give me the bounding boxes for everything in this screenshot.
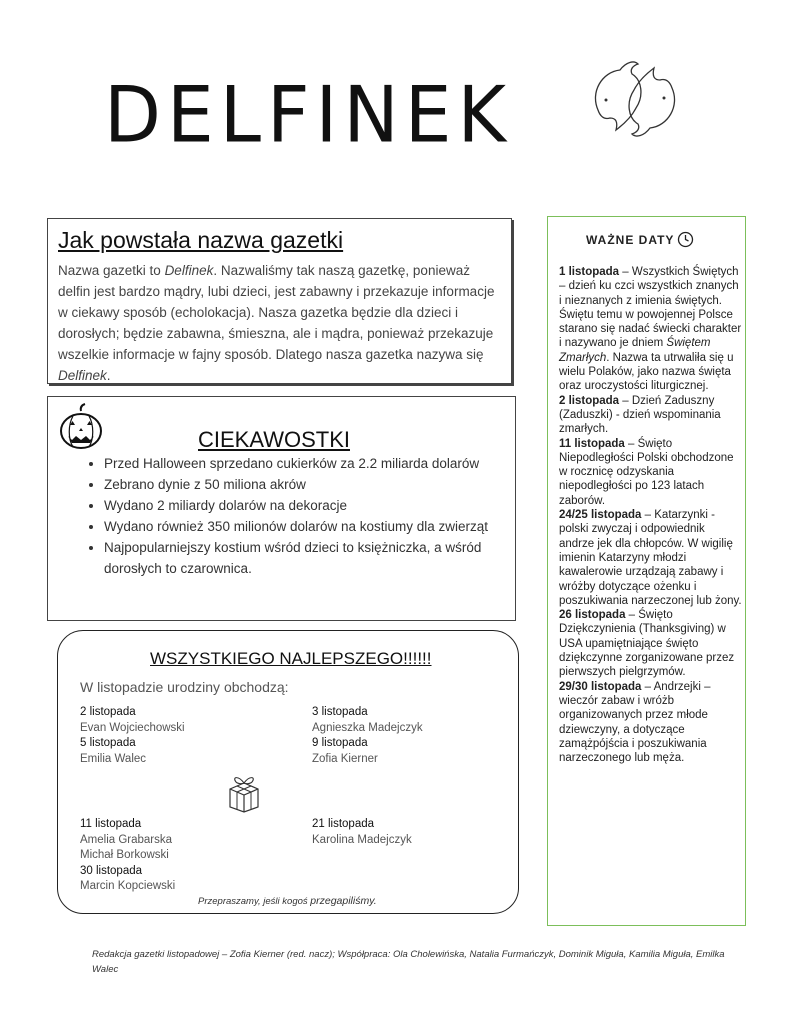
newsletter-title: DELFINEK — [104, 69, 512, 161]
birthday-date: 21 listopada — [312, 818, 375, 830]
birthday-name: Zofia Kierner — [312, 752, 378, 765]
list-item: 11 listopada – Święto Niepodległości Polski obchodzone w rocznicę odzyskania niepodległości po 123 latach zaborów. — [559, 437, 734, 507]
birthday-name: Agnieszka Madejczyk — [312, 721, 423, 734]
birthdays-heading: WSZYSTKIEGO NAJLEPSZEGO!!!!!! — [150, 649, 432, 668]
list-item: 24/25 listopada – Katarzynki - polski zwyczaj i odpowiednik andrze jek dla chłopców. W wigilię imienin Katarzyny młodzi kawalerowie urządzają zabawy i wróżby dotyczące ożenku i poszukiwania narzeczonej lub żony. — [559, 509, 742, 607]
facts-article — [47, 396, 516, 621]
dolphins-icon — [580, 48, 690, 148]
dates-list — [559, 265, 742, 765]
list-item: 29/30 listopada – Andrzejki – wieczór zabaw i wróżb organizowanych przez młode dziewczyny, a dotyczące zamążpójścia i poszukiwania narzeczonego lub męża. — [559, 680, 711, 765]
birthday-name: Karolina Madejczyk — [312, 833, 412, 846]
editorial-footer: Redakcja gazetki listopadowej – Zofia Kierner (red. nacz); Współpraca: Ola Cholewińska, Natalia Furmańczyk, Dominik Miguła, Kamilia Miguła, Emilka Walec — [92, 949, 725, 975]
origin-text: Nazwa gazetki to Delfinek. Nazwaliśmy tak naszą gazetkę, ponieważ delfin jest bardzo mądry, lubi dzieci, jest zabawny i przekazuje informacje w ciekawy sposób (echolokacja). Nasza gazetka będzie dla dzieci i dorosłych; będzie zabawna, śmieszna, ale i mądra, ponieważ przekazuje wszelkie informacje w fajny sposób. Dlatego nasza gazetka nazywa się Delfinek. — [58, 263, 495, 383]
birthday-name: Amelia Grabarska — [80, 833, 173, 846]
important-dates-sidebar — [547, 216, 746, 926]
birthday-group-right-bottom — [312, 817, 412, 848]
origin-article — [47, 218, 512, 384]
facts-list — [78, 453, 504, 579]
birthday-date: 11 listopada — [80, 818, 142, 830]
birthday-date: 5 listopada — [80, 737, 136, 749]
list-item: • Wydano również 350 milionów dolarów na kostiumy dla zwierząt — [104, 516, 504, 537]
list-item: 2 listopada – Dzień Zaduszny (Zaduszki) - dzień wspominania zmarłych. — [559, 394, 721, 436]
list-item: • Wydano 2 miliardy dolarów na dekoracje — [104, 495, 504, 516]
origin-heading: Jak powstała nazwa gazetki — [58, 227, 344, 253]
birthday-name: Emilia Walec — [80, 752, 147, 765]
list-item: 1 listopada – Wszystkich Świętych – dzień ku czci wszystkich znanych i nieznanych z imienia świętych. Świętu temu w powojennej Polsce starano się nadać świecki charakter i nazywano je dniem Świętem Zmarłych. Nazwa ta utrwaliła się u wielu Polaków, jako nazwa święta oraz uroczystości liturgicznej. — [559, 266, 742, 393]
birthdays-intro: W listopadzie urodziny obchodzą: — [80, 679, 289, 695]
birthday-name: Evan Wojciechowski — [80, 721, 185, 734]
birthday-date: 3 listopada — [312, 706, 368, 718]
birthdays-box — [57, 630, 519, 914]
list-item: • Przed Halloween sprzedano cukierków za 2.2 miliarda dolarów — [104, 453, 504, 474]
list-item: 26 listopada – Święto Dziękczynienia (Thanksgiving) w USA upamiętniające święto dziękczynne zorganizowane przez pierwszych pielgrzymów. — [559, 609, 735, 679]
birthday-date: 9 listopada — [312, 737, 368, 749]
birthday-group-left-top — [80, 705, 185, 767]
apology-note: Przepraszamy, jeśli kogoś przegapiliśmy. — [198, 895, 377, 907]
birthday-date: 30 listopada — [80, 864, 143, 877]
gift-icon — [224, 771, 264, 813]
list-item: • Najpopularniejszy kostium wśród dzieci to księżniczka, a wśród dorosłych to czarownica. — [104, 537, 504, 579]
birthday-group-left-bottom — [80, 817, 175, 895]
facts-heading: CIEKAWOSTKI — [198, 427, 350, 452]
birthday-group-right-top — [312, 705, 423, 767]
birthday-name: Michał Borkowski — [80, 849, 169, 861]
birthday-date: 2 listopada — [80, 706, 136, 718]
birthday-name: Marcin Kopciewski — [80, 880, 176, 892]
dates-heading: WAŻNE DATY — [586, 231, 745, 248]
clock-icon — [677, 231, 694, 248]
pumpkin-icon — [58, 403, 104, 451]
list-item: • Zebrano dynie z 50 miliona akrów — [104, 474, 504, 495]
